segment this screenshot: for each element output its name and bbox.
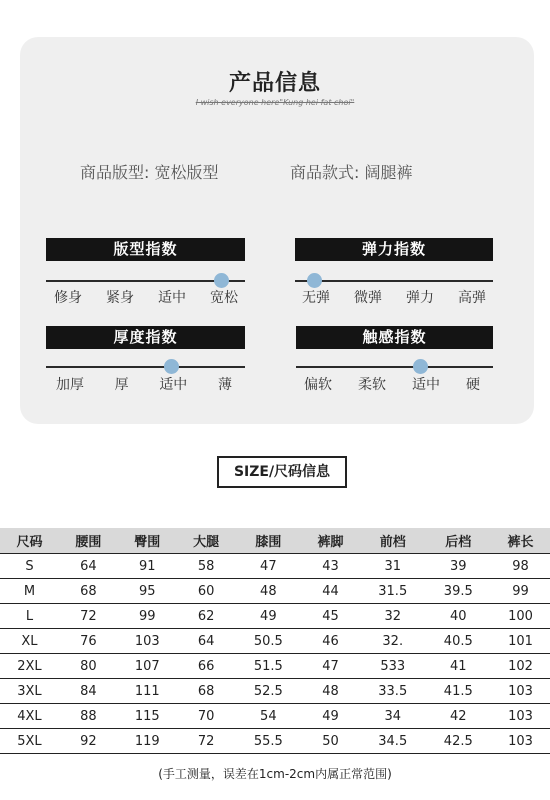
header-cell: 膝围	[236, 528, 302, 554]
table-cell: 31	[360, 554, 426, 579]
table-cell: 40	[426, 604, 492, 629]
table-cell: 48	[236, 579, 302, 604]
table-cell: 76	[59, 629, 118, 654]
header-cell: 臀围	[118, 528, 177, 554]
size-table-header	[0, 528, 550, 554]
table-cell: 41.5	[426, 679, 492, 704]
gauge-marker	[164, 359, 179, 374]
table-cell: 31.5	[360, 579, 426, 604]
table-cell: 68	[59, 579, 118, 604]
table-cell: 84	[59, 679, 118, 704]
table-cell: 64	[59, 554, 118, 579]
table-cell: 47	[236, 554, 302, 579]
gauge-label: 适中	[159, 377, 188, 393]
table-cell: 99	[118, 604, 177, 629]
table-cell: 50	[301, 729, 360, 754]
table-cell: 3XL	[0, 679, 59, 704]
table-cell: 51.5	[236, 654, 302, 679]
table-cell: 54	[236, 704, 302, 729]
table-cell: 49	[236, 604, 302, 629]
table-cell: 533	[360, 654, 426, 679]
gauge-label: 微弹	[354, 290, 382, 306]
table-cell: 2XL	[0, 654, 59, 679]
table-cell: 48	[301, 679, 360, 704]
table-row	[0, 579, 550, 604]
table-cell: 100	[491, 604, 550, 629]
table-cell: 5XL	[0, 729, 59, 754]
product-info-subtitle: I wish everyone here"Kung hei fat choi"	[195, 98, 355, 107]
gauge-label: 柔软	[358, 377, 386, 393]
table-cell: 72	[59, 604, 118, 629]
gauge-label: 适中	[412, 377, 440, 393]
gauge-track	[295, 280, 493, 282]
gauge-label: 薄	[217, 377, 232, 393]
gauge-labels	[304, 374, 480, 394]
table-cell: 98	[491, 554, 550, 579]
header-cell: 裤脚	[301, 528, 360, 554]
table-cell: 40.5	[426, 629, 492, 654]
table-cell: 45	[301, 604, 360, 629]
product-info-title: 产品信息	[228, 71, 321, 96]
gauge-title: 厚度指数	[46, 326, 245, 349]
table-cell: 103	[491, 729, 550, 754]
table-cell: 60	[177, 579, 236, 604]
table-cell: S	[0, 554, 59, 579]
header-cell: 裤长	[491, 528, 550, 554]
table-cell: 33.5	[360, 679, 426, 704]
table-cell: 43	[301, 554, 360, 579]
table-cell: 47	[301, 654, 360, 679]
gauge-label: 厚	[114, 377, 129, 393]
gauge-labels	[56, 374, 232, 394]
table-cell: 80	[59, 654, 118, 679]
size-section-title: SIZE/尺码信息	[217, 456, 347, 488]
gauge-marker	[214, 273, 229, 288]
table-cell: 52.5	[236, 679, 302, 704]
header-cell: 腰围	[59, 528, 118, 554]
gauge-track	[46, 366, 245, 368]
table-row	[0, 729, 550, 754]
table-cell: 58	[177, 554, 236, 579]
table-cell: 72	[177, 729, 236, 754]
table-cell: 62	[177, 604, 236, 629]
table-cell: 32.	[360, 629, 426, 654]
table-cell: 68	[177, 679, 236, 704]
table-cell: 111	[118, 679, 177, 704]
table-cell: 4XL	[0, 704, 59, 729]
size-table	[0, 528, 550, 754]
gauge-title: 触感指数	[296, 326, 493, 349]
header-cell: 前档	[360, 528, 426, 554]
table-cell: L	[0, 604, 59, 629]
table-row	[0, 704, 550, 729]
table-cell: M	[0, 579, 59, 604]
gauge-label: 适中	[158, 290, 186, 306]
table-cell: XL	[0, 629, 59, 654]
table-cell: 103	[118, 629, 177, 654]
gauge-labels	[302, 287, 486, 307]
table-cell: 91	[118, 554, 177, 579]
gauge-marker	[413, 359, 428, 374]
table-row	[0, 629, 550, 654]
table-cell: 107	[118, 654, 177, 679]
table-cell: 99	[491, 579, 550, 604]
gauge-label: 弹力	[406, 290, 434, 306]
table-cell: 46	[301, 629, 360, 654]
table-cell: 50.5	[236, 629, 302, 654]
style-type-text: 商品款式: 阔腿裤	[290, 163, 413, 182]
gauge-title: 弹力指数	[295, 238, 493, 261]
table-cell: 70	[177, 704, 236, 729]
table-cell: 103	[491, 704, 550, 729]
table-cell: 49	[301, 704, 360, 729]
gauge-track	[296, 366, 493, 368]
table-cell: 34.5	[360, 729, 426, 754]
gauge-label: 硬	[466, 377, 480, 393]
table-cell: 95	[118, 579, 177, 604]
gauge-label: 宽松	[210, 290, 238, 306]
measurement-note: (手工测量，误差在1cm-2cm内属正常范围)	[158, 767, 392, 781]
fit-type-text: 商品版型: 宽松版型	[80, 163, 219, 182]
size-table-body	[0, 554, 550, 754]
table-cell: 32	[360, 604, 426, 629]
table-cell: 88	[59, 704, 118, 729]
table-row	[0, 679, 550, 704]
table-cell: 42.5	[426, 729, 492, 754]
gauge-label: 加厚	[56, 377, 84, 393]
gauge-label: 无弹	[302, 290, 330, 306]
table-cell: 64	[177, 629, 236, 654]
table-cell: 39	[426, 554, 492, 579]
table-cell: 115	[118, 704, 177, 729]
table-cell: 119	[118, 729, 177, 754]
table-cell: 66	[177, 654, 236, 679]
header-cell: 大腿	[177, 528, 236, 554]
table-cell: 92	[59, 729, 118, 754]
table-row	[0, 654, 550, 679]
gauge-label: 紧身	[106, 290, 134, 306]
table-cell: 42	[426, 704, 492, 729]
table-cell: 41	[426, 654, 492, 679]
table-cell: 55.5	[236, 729, 302, 754]
table-cell: 34	[360, 704, 426, 729]
table-cell: 102	[491, 654, 550, 679]
gauge-label: 高弹	[458, 290, 486, 306]
table-row	[0, 604, 550, 629]
gauge-labels	[54, 287, 238, 307]
gauge-title: 版型指数	[46, 238, 245, 261]
gauge-label: 修身	[54, 290, 82, 306]
table-cell: 39.5	[426, 579, 492, 604]
table-cell: 44	[301, 579, 360, 604]
header-cell: 后档	[426, 528, 492, 554]
table-cell: 101	[491, 629, 550, 654]
table-cell: 103	[491, 679, 550, 704]
header-cell: 尺码	[0, 528, 59, 554]
gauge-label: 偏软	[304, 377, 332, 393]
table-row	[0, 554, 550, 579]
